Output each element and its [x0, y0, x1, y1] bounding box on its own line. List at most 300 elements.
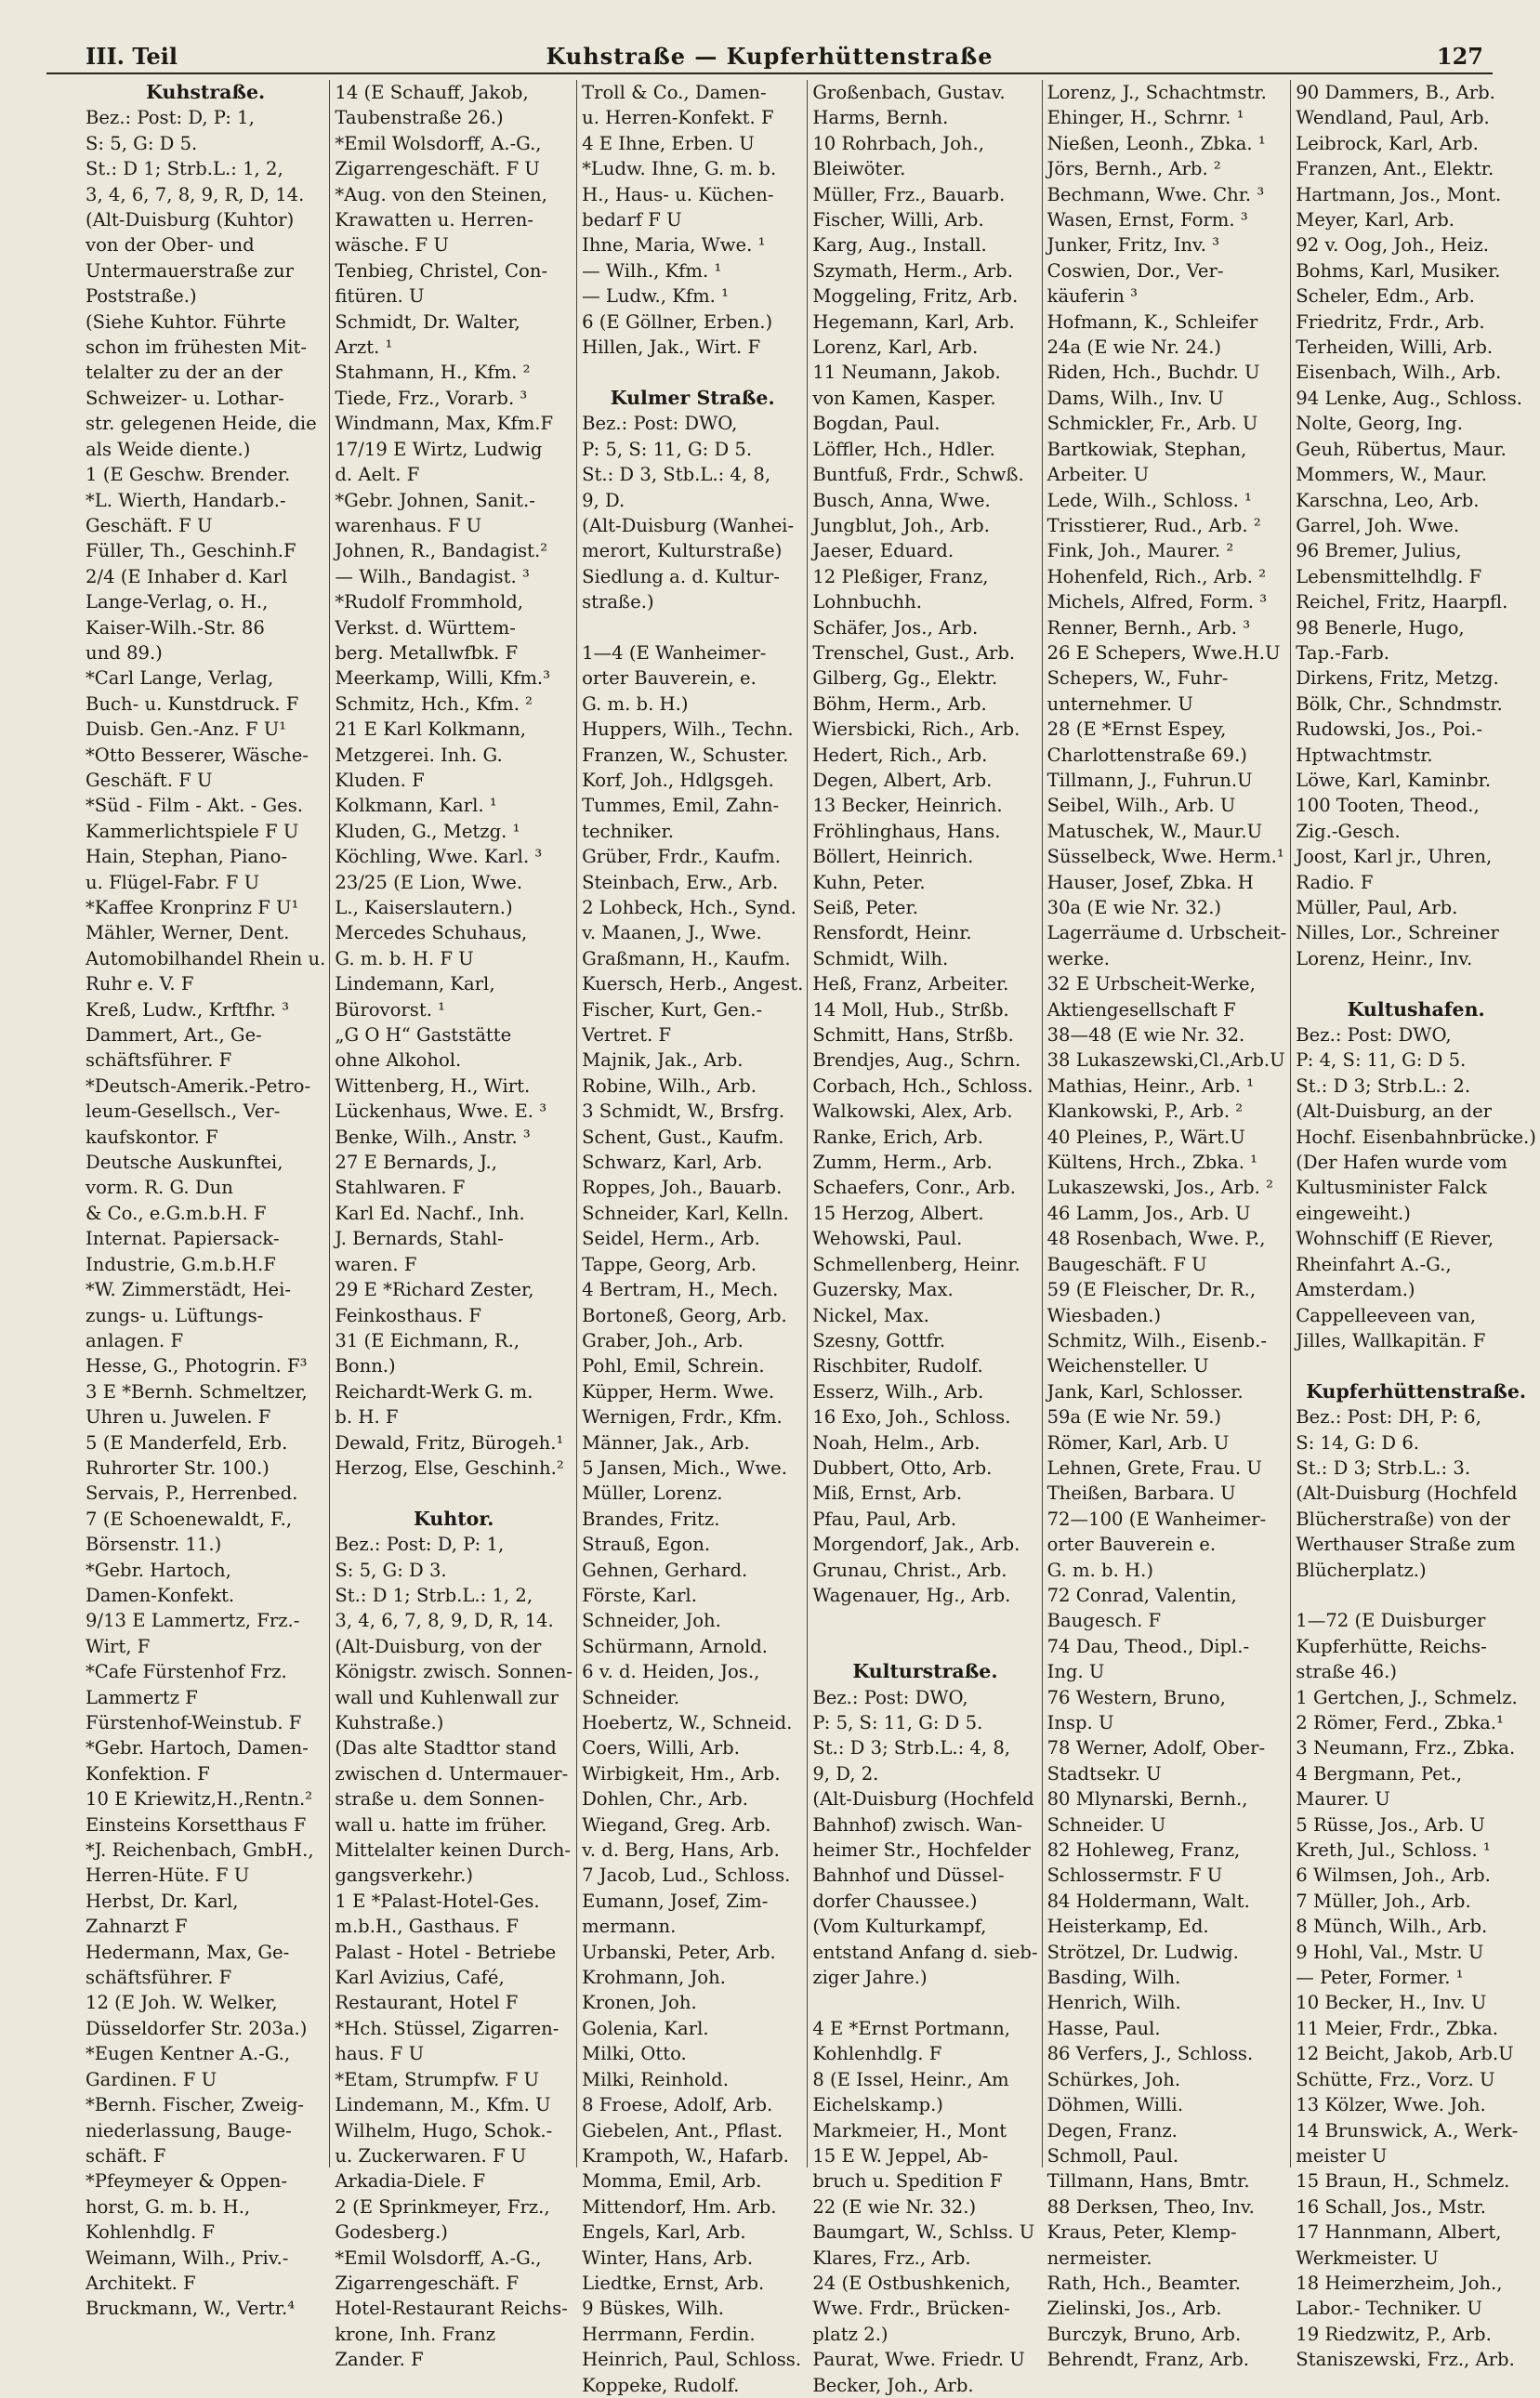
- directory-entry: Gehnen, Gerhard.: [582, 1559, 748, 1581]
- directory-entry: & Co., e.G.m.b.H. F: [86, 1202, 267, 1224]
- column-3: [576, 80, 807, 2396]
- directory-entry: 9 Hohl, Val., Mstr. U: [1296, 1941, 1484, 1963]
- directory-entry: Automobilhandel Rhein u.: [86, 947, 326, 969]
- directory-entry: Schaefers, Conr., Arb.: [812, 1177, 1016, 1199]
- directory-entry: 3 Schmidt, W., Brsfrg.: [582, 1100, 785, 1123]
- directory-entry: *Carl Lange, Verlag,: [86, 667, 274, 690]
- directory-entry: Füller, Th., Geschinh.F: [86, 540, 296, 562]
- directory-entry: krone, Inh. Franz: [335, 2323, 496, 2345]
- directory-entry: Hegemann, Karl, Arb.: [812, 310, 1015, 333]
- directory-entry: St.: D 1; Strb.L.: 1, 2,: [86, 158, 283, 180]
- directory-entry: 96 Bremer, Julius,: [1296, 540, 1462, 562]
- directory-entry: Wehowski, Paul.: [812, 1228, 963, 1250]
- directory-entry: Hochf. Eisenbahnbrücke.): [1296, 1126, 1536, 1148]
- directory-entry: [812, 1990, 1037, 2015]
- directory-entry: Majnik, Jak., Arb.: [582, 1049, 744, 1072]
- directory-entry: Hauser, Josef, Zbka. H: [1046, 871, 1254, 893]
- directory-entry: entstand Anfang d. sieb-: [812, 1941, 1038, 1963]
- directory-entry: 31 (E Eichmann, R.,: [335, 1329, 520, 1351]
- directory-entry: 24a (E wie Nr. 24.): [1046, 336, 1222, 359]
- directory-entry: Löffler, Hch., Hdler.: [812, 438, 995, 460]
- directory-entry: Stadtsekr. U: [1046, 1762, 1162, 1785]
- directory-entry: *Deutsch-Amerik.-Petro-: [86, 1074, 311, 1097]
- directory-entry: Bahnhof und Düssel-: [812, 1864, 1005, 1887]
- directory-entry: Baugesch. F: [1046, 1610, 1162, 1632]
- directory-entry: G. m. b. H.): [1046, 1559, 1153, 1581]
- directory-entry: 10 Becker, H., Inv. U: [1296, 1992, 1487, 2014]
- directory-entry: 8 (E Issel, Heinr., Am: [812, 2068, 1009, 2090]
- directory-entry: *Bernh. Fischer, Zweig-: [86, 2094, 305, 2116]
- directory-entry: Wwe. Frdr., Brücken-: [812, 2298, 1010, 2320]
- directory-entry: Internat. Papiersack-: [86, 1228, 280, 1250]
- directory-entry: S: 5, G: D 5.: [86, 132, 198, 154]
- directory-entry: S: 5, G: D 3.: [335, 1559, 447, 1581]
- directory-entry: Müller, Frz., Bauarb.: [812, 183, 1006, 205]
- directory-entry: 72 Conrad, Valentin,: [1046, 1584, 1237, 1606]
- directory-entry: Hedermann, Max, Ge-: [86, 1941, 290, 1963]
- directory-entry: Fröhlinghaus, Hans.: [812, 820, 1001, 842]
- directory-entry: Karl Ed. Nachf., Inh.: [335, 1202, 525, 1224]
- directory-entry: 90 Dammers, B., Arb.: [1296, 82, 1495, 103]
- directory-entry: Gilberg, Gg., Elektr.: [812, 667, 998, 690]
- directory-entry: Klares, Frz., Arb.: [812, 2246, 971, 2269]
- directory-entry: wall und Kuhlenwall zur: [335, 1686, 559, 1708]
- directory-entry: orter Bauverein e.: [1046, 1534, 1217, 1556]
- directory-entry: dorfer Chaussee.): [812, 1890, 978, 1912]
- directory-entry: m.b.H., Gasthaus. F: [335, 1916, 520, 1938]
- directory-entry: Henrich, Wilh.: [1046, 1992, 1181, 2014]
- directory-entry: Lammertz F: [86, 1686, 198, 1708]
- directory-entry: Graßmann, H., Kaufm.: [582, 947, 791, 969]
- directory-entry: Reichardt-Werk G. m.: [335, 1380, 533, 1403]
- directory-entry: Pohl, Emil, Schrein.: [582, 1355, 765, 1377]
- directory-entry: Becker, Joh., Arb.: [812, 2374, 974, 2396]
- directory-entry: 59a (E wie Nr. 59.): [1046, 1406, 1222, 1429]
- directory-entry: Einsteins Korsetthaus F: [86, 1813, 307, 1836]
- directory-entry: käuferin ³: [1046, 285, 1138, 308]
- directory-entry: Seidel, Herm., Arb.: [582, 1228, 760, 1250]
- directory-entry: Mittelalter keinen Durch-: [335, 1839, 572, 1862]
- directory-entry: Kronen, Joh.: [582, 1992, 697, 2014]
- directory-entry: Schweizer- u. Lothar-: [86, 387, 284, 409]
- directory-entry: Seiß, Peter.: [812, 897, 918, 918]
- directory-entry: Hofmann, K., Schleifer: [1046, 310, 1258, 333]
- directory-entry: heimer Str., Hochfelder: [812, 1839, 1031, 1862]
- directory-entry: Geschäft. F U: [86, 769, 213, 791]
- directory-entry: 14 Brunswick, A., Werk-: [1296, 2119, 1519, 2141]
- directory-entry: Pfau, Paul, Arb.: [812, 1508, 957, 1530]
- directory-entry: Düsseldorfer Str. 203a.): [86, 2017, 308, 2039]
- street-heading: Kulturstraße.: [852, 1660, 998, 1683]
- directory-entry: Herren-Hüte. F U: [86, 1864, 250, 1887]
- directory-entry: Wasen, Ernst, Form. ³: [1046, 209, 1248, 231]
- directory-entry: 9, D.: [582, 489, 625, 511]
- directory-entry: Geschäft. F U: [86, 514, 213, 536]
- directory-entry: Schent, Gust., Kaufm.: [582, 1126, 784, 1148]
- directory-entry: Bohms, Karl, Musiker.: [1296, 259, 1501, 282]
- street-heading: Kupferhüttenstraße.: [1306, 1379, 1526, 1403]
- directory-entry: Eumann, Josef, Zim-: [582, 1890, 769, 1912]
- directory-entry: Rheinfahrt A.-G.,: [1296, 1253, 1452, 1275]
- directory-entry: Wilhelm, Hugo, Schok.-: [335, 2119, 553, 2141]
- directory-entry: Kupferhütte, Reichs-: [1296, 1635, 1487, 1657]
- directory-entry: (Alt-Duisburg (Wanhei-: [582, 514, 795, 536]
- directory-entry: Baumgart, W., Schlss. U: [812, 2221, 1035, 2244]
- directory-entry: 2 Römer, Ferd., Zbka.¹: [1296, 1712, 1504, 1733]
- directory-entry: eingeweiht.): [1296, 1202, 1411, 1224]
- directory-entry: 1—4 (E Wanheimer-: [582, 641, 767, 664]
- directory-entry: Wiersbicki, Rich., Arb.: [812, 718, 1020, 741]
- directory-entry: Taubenstraße 26.): [335, 107, 504, 129]
- directory-entry: zwischen d. Untermauer-: [335, 1762, 569, 1785]
- directory-entry: 86 Verfers, J., Schloss.: [1046, 2043, 1254, 2065]
- directory-entry: Strauß, Egon.: [582, 1534, 711, 1556]
- directory-entry: Wirt, F: [86, 1635, 151, 1657]
- directory-entry: Seibel, Wilh., Arb. U: [1046, 795, 1236, 817]
- directory-entry: 48 Rosenbach, Wwe. P.,: [1046, 1228, 1266, 1250]
- directory-entry: Coers, Willi, Arb.: [582, 1737, 740, 1759]
- directory-entry: Bez.: Post: D, P: 1,: [86, 107, 255, 129]
- directory-entry: Riden, Hch., Buchdr. U: [1046, 362, 1260, 384]
- directory-entry: Miß, Ernst, Arb.: [812, 1482, 963, 1505]
- directory-entry: von der Ober- und: [86, 234, 255, 257]
- directory-entry: (Alt-Duisburg, an der: [1296, 1100, 1493, 1123]
- directory-entry: Buntfuß, Frdr., Schwß.: [812, 464, 1024, 486]
- directory-entry: Wirbigkeit, Hm., Arb.: [582, 1762, 781, 1785]
- directory-entry: Kammerlichtspiele F U: [86, 820, 299, 842]
- directory-entry: zungs- u. Lüftungs-: [86, 1304, 264, 1326]
- directory-entry: Schmickler, Fr., Arb. U: [1046, 413, 1258, 435]
- directory-entry: Bez.: Post: DWO,: [582, 413, 738, 435]
- directory-entry: niederlassung, Bauge-: [86, 2119, 292, 2141]
- directory-entry: 6 v. d. Heiden, Jos.,: [582, 1661, 760, 1683]
- directory-entry: Mähler, Werner, Dent.: [86, 922, 290, 944]
- directory-entry: anlagen. F: [86, 1329, 184, 1351]
- directory-entry: Gardinen. F U: [86, 2068, 217, 2090]
- directory-entry: Bez.: Post: DH, P: 6,: [1296, 1406, 1481, 1429]
- directory-entry: Benke, Wilh., Anstr. ³: [335, 1126, 531, 1148]
- directory-entry: 3, 4, 6, 7, 8, 9, D, R, 14.: [335, 1610, 554, 1632]
- directory-entry: Aktiengesellschaft F: [1046, 998, 1236, 1021]
- directory-entry: 94 Lenke, Aug., Schloss.: [1296, 387, 1523, 409]
- directory-entry: Grunau, Christ., Arb.: [812, 1559, 1007, 1581]
- directory-entry: (Alt-Duisburg (Hochfeld: [1296, 1482, 1518, 1505]
- directory-entry: Jörs, Bernh., Arb. ²: [1046, 158, 1221, 180]
- directory-entry: *J. Reichenbach, GmbH.,: [86, 1839, 314, 1862]
- directory-entry: Löwe, Karl, Kaminbr.: [1296, 769, 1492, 791]
- directory-entry: Momma, Emil, Arb.: [582, 2170, 762, 2193]
- directory-entry: 100 Tooten, Theod.,: [1296, 795, 1480, 817]
- directory-entry: Stahlwaren. F: [335, 1177, 466, 1199]
- directory-entry: Dirkens, Fritz, Metzg.: [1296, 667, 1499, 690]
- directory-entry: 1 Gertchen, J., Schmelz.: [1296, 1686, 1518, 1708]
- directory-entry: Karl Avizius, Café,: [335, 1967, 505, 1989]
- directory-entry: 19 Riedzwitz, P., Arb.: [1296, 2323, 1492, 2345]
- directory-entry: Milki, Otto.: [582, 2043, 687, 2065]
- directory-entry: 3 Neumann, Frz., Zbka.: [1296, 1737, 1516, 1759]
- directory-entry: (Alt-Duisburg (Hochfeld: [812, 1788, 1034, 1811]
- directory-entry: Kolkmann, Karl. ¹: [335, 795, 497, 817]
- directory-entry: [582, 360, 803, 385]
- directory-entry: ohne Alkohol.: [335, 1049, 462, 1072]
- directory-entry: Bleiwöter.: [812, 158, 906, 180]
- directory-entry: wäsche. F U: [335, 234, 449, 257]
- directory-entry: Wagenauer, Hg., Arb.: [812, 1584, 1011, 1606]
- directory-entry: gangsverkehr.): [335, 1864, 474, 1887]
- directory-entry: 16 Schall, Jos., Mstr.: [1296, 2195, 1486, 2218]
- street-heading: Kultushafen.: [1347, 997, 1485, 1021]
- directory-entry: Junker, Fritz, Inv. ³: [1046, 234, 1220, 257]
- directory-entry: 9 Büskes, Wilh.: [582, 2298, 725, 2320]
- directory-entry: Bölk, Chr., Schndmstr.: [1296, 692, 1503, 715]
- directory-entry: 10 E Kriewitz,H.,Rentn.²: [86, 1788, 313, 1811]
- directory-entry: 98 Benerle, Hugo,: [1296, 616, 1465, 639]
- directory-entry: straße.): [582, 591, 654, 613]
- directory-entry: Schneider, Karl, Kelln.: [582, 1202, 789, 1224]
- directory-entry: Heisterkamp, Ed.: [1046, 1916, 1209, 1938]
- directory-entry: [335, 1481, 573, 1506]
- directory-entry: Tummes, Emil, Zahn-: [582, 795, 780, 817]
- directory-entry: Ranke, Erich, Arb.: [812, 1126, 984, 1148]
- directory-entry: Bortoneß, Georg, Arb.: [582, 1304, 787, 1326]
- directory-entry: Jank, Karl, Schlosser.: [1046, 1380, 1244, 1403]
- directory-entry: Markmeier, H., Mont: [812, 2119, 1007, 2141]
- directory-entry: Milki, Reinhold.: [582, 2068, 729, 2090]
- column-6: [1290, 80, 1540, 2371]
- directory-entry: 74 Dau, Theod., Dipl.-: [1046, 1635, 1250, 1657]
- directory-entry: Labor.- Techniker. U: [1296, 2298, 1482, 2320]
- directory-entry: Dohlen, Chr., Arb.: [582, 1788, 748, 1811]
- directory-entry: Roppes, Joh., Bauarb.: [582, 1177, 783, 1199]
- column-5: [1042, 80, 1291, 2371]
- directory-entry: 15 Herzog, Albert.: [812, 1202, 984, 1224]
- directory-entry: Schlossermstr. F U: [1046, 1864, 1223, 1887]
- directory-entry: Lohnbuchh.: [812, 591, 922, 613]
- directory-entry: Bez.: Post: D, P: 1,: [335, 1534, 505, 1556]
- directory-entry: Männer, Jak., Arb.: [582, 1431, 750, 1454]
- directory-entry: 18 Heimerzheim, Joh.,: [1296, 2272, 1503, 2294]
- directory-entry: Servais, P., Herrenbed.: [86, 1482, 298, 1505]
- directory-entry: Mercedes Schuhaus,: [335, 922, 528, 944]
- directory-entry: Kreß, Ludw., Krftfhr. ³: [86, 998, 289, 1021]
- directory-entry: Weimann, Wilh., Priv.-: [86, 2246, 289, 2269]
- directory-entry: unternehmer. U: [1046, 692, 1193, 715]
- directory-entry: Palast - Hotel - Betriebe: [335, 1941, 557, 1963]
- directory-entry: Degen, Albert, Arb.: [812, 769, 993, 791]
- directory-entry: (Der Hafen wurde vom: [1296, 1152, 1507, 1174]
- directory-entry: (Alt-Duisburg, von der: [335, 1635, 542, 1657]
- street-heading: Kuhstraße.: [146, 81, 266, 103]
- directory-entry: [1296, 1583, 1536, 1608]
- directory-entry: Krawatten u. Herren-: [335, 209, 534, 231]
- directory-entry: [812, 1634, 1037, 1659]
- directory-entry: *Rudolf Frommhold,: [335, 591, 524, 613]
- directory-entry: Damen-Konfekt.: [86, 1584, 235, 1606]
- directory-entry: 21 E Karl Kolkmann,: [335, 718, 527, 741]
- directory-entry: Feinkosthaus. F: [335, 1304, 482, 1326]
- directory-entry: Lindemann, Karl,: [335, 973, 495, 995]
- directory-entry: meister U: [1296, 2144, 1388, 2167]
- directory-entry: Döhmen, Willi.: [1046, 2094, 1184, 2116]
- directory-entry: Heß, Franz, Arbeiter.: [812, 973, 1009, 995]
- directory-entry: platz 2.): [812, 2323, 888, 2345]
- directory-entry: straße 46.): [1296, 1661, 1397, 1683]
- directory-entry: Schwarz, Karl, Arb.: [582, 1152, 763, 1174]
- directory-entry: haus. F U: [335, 2043, 425, 2065]
- directory-entry: *Gebr. Hartoch,: [86, 1559, 231, 1581]
- directory-entry: Rischbiter, Rudolf.: [812, 1355, 983, 1377]
- directory-entry: Hillen, Jak., Wirt. F: [582, 336, 761, 359]
- directory-entry: Lorenz, Karl, Arb.: [812, 336, 979, 359]
- directory-entry: Johnen, R., Bandagist.²: [335, 540, 548, 562]
- directory-entry: 6 Wilmsen, Joh., Arb.: [1296, 1864, 1491, 1887]
- directory-entry: Mittendorf, Hm. Arb.: [582, 2195, 777, 2218]
- directory-entry: Cappelleeveen van,: [1296, 1304, 1477, 1326]
- directory-entry: 46 Lamm, Jos., Arb. U: [1046, 1202, 1251, 1224]
- directory-entry: 24 (E Ostbushkenich,: [812, 2272, 1011, 2294]
- directory-entry: Schäfer, Jos., Arb.: [812, 616, 979, 639]
- directory-entry: wall u. hatte im früher.: [335, 1813, 547, 1836]
- directory-entry: Industrie, G.m.b.H.F: [86, 1253, 276, 1275]
- directory-entry: Böllert, Heinrich.: [812, 846, 974, 868]
- directory-entry: Hedert, Rich., Arb.: [812, 744, 988, 766]
- directory-entry: Tillmann, J., Fuhrun.U: [1046, 769, 1253, 791]
- directory-entry: berg. Metallwfbk. F: [335, 641, 519, 664]
- directory-entry: Duisb. Gen.-Anz. F U¹: [86, 718, 287, 741]
- directory-entry: 5 Rüsse, Jos., Arb. U: [1296, 1813, 1485, 1836]
- directory-entry: Kluden, G., Metzg. ¹: [335, 820, 520, 842]
- directory-entry: Schmidt, Wilh.: [812, 947, 949, 969]
- directory-entry: Schneider.: [582, 1686, 680, 1708]
- directory-entry: Nolte, Georg, Ing.: [1296, 413, 1463, 435]
- directory-entry: Scheler, Edm., Arb.: [1296, 285, 1475, 308]
- directory-entry: Schmitt, Hans, Strßb.: [812, 1024, 1014, 1047]
- directory-entry: bedarf F U: [582, 209, 682, 231]
- directory-entry: Wohnschiff (E Riever,: [1296, 1228, 1494, 1250]
- directory-entry: Dammert, Art., Ge-: [86, 1024, 262, 1047]
- directory-entry: 76 Western, Bruno,: [1046, 1686, 1226, 1708]
- directory-entry: 5 (E Manderfeld, Erb.: [86, 1431, 288, 1454]
- directory-entry: Mommers, W., Maur.: [1296, 464, 1487, 486]
- directory-entry: 17 Hannmann, Albert,: [1296, 2221, 1502, 2244]
- directory-entry: Ing. U: [1046, 1661, 1105, 1683]
- directory-entry: v. d. Berg, Hans, Arb.: [582, 1839, 780, 1862]
- directory-entry: 27 E Bernards, J.,: [335, 1152, 497, 1174]
- directory-entry: Hesse, G., Photogrin. F³: [86, 1355, 308, 1377]
- directory-entry: Kültens, Hrch., Zbka. ¹: [1046, 1152, 1258, 1174]
- directory-entry: Rath, Hch., Beamter.: [1046, 2272, 1241, 2294]
- directory-entry: Matuschek, W., Maur.U: [1046, 820, 1263, 842]
- directory-entry: Lagerräume d. Urbscheit-: [1046, 922, 1287, 944]
- directory-entry: Hartmann, Jos., Mont.: [1296, 183, 1502, 205]
- directory-entry: Rudowski, Jos., Poi.-: [1296, 718, 1483, 741]
- directory-entry: Stahmann, H., Kfm. ²: [335, 362, 531, 384]
- street-heading: Kulmer Straße.: [610, 386, 775, 409]
- directory-entry: 9/13 E Lammertz, Frz.-: [86, 1610, 300, 1632]
- directory-entry: Schütte, Frz., Vorz. U: [1296, 2068, 1495, 2090]
- directory-entry: Tenbieg, Christel, Con-: [335, 259, 548, 282]
- directory-entry: Vertret. F: [582, 1024, 672, 1047]
- directory-entry: Huppers, Wilh., Techn.: [582, 718, 794, 741]
- directory-entry: Maurer. U: [1296, 1788, 1390, 1811]
- directory-entry: b. H. F: [335, 1406, 399, 1429]
- directory-entry: orter Bauverein, e.: [582, 667, 757, 690]
- directory-entry: Staniszewski, Frz., Arb.: [1296, 2349, 1515, 2371]
- directory-entry: Tap.-Farb.: [1296, 641, 1389, 664]
- directory-entry: mermann.: [582, 1916, 677, 1938]
- directory-entry: Wendland, Paul, Arb.: [1296, 107, 1490, 129]
- directory-entry: 2 Lohbeck, Hch., Synd.: [582, 897, 796, 918]
- directory-entry: Herbst, Dr. Karl,: [86, 1890, 239, 1912]
- directory-entry: L., Kaiserslautern.): [335, 897, 513, 918]
- directory-entry: Lebensmittelhdlg. F: [1296, 565, 1482, 587]
- directory-entry: G. m. b. H. F U: [335, 947, 474, 969]
- directory-entry: J. Bernards, Stahl-: [335, 1228, 504, 1250]
- directory-entry: — Ludw., Kfm. ¹: [582, 285, 729, 308]
- directory-entry: Zumm, Herm., Arb.: [812, 1152, 993, 1174]
- directory-entry: von Kamen, Kasper.: [812, 387, 996, 409]
- directory-entry: *Eugen Kentner A.-G.,: [86, 2043, 291, 2065]
- directory-entry: Lorenz, Heinr., Inv.: [1296, 947, 1473, 969]
- directory-entry: Ruhrorter Str. 100.): [86, 1456, 270, 1479]
- directory-entry: schäft. F: [86, 2144, 166, 2167]
- directory-entry: Szesny, Gottfr.: [812, 1329, 946, 1351]
- directory-entry: 92 v. Oog, Joh., Heiz.: [1296, 234, 1489, 257]
- directory-entry: *Aug. von den Steinen,: [335, 183, 547, 205]
- directory-entry: vorm. R. G. Dun: [86, 1177, 233, 1199]
- directory-entry: Hain, Stephan, Piano-: [86, 846, 288, 868]
- directory-entry: P: 4, S: 11, G: D 5.: [1296, 1049, 1467, 1072]
- directory-entry: als Weide diente.): [86, 438, 251, 460]
- directory-entry: Fürstenhof-Weinstub. F: [86, 1712, 302, 1733]
- directory-entry: Nilles, Lor., Schreiner: [1296, 922, 1499, 944]
- directory-entry: Insp. U: [1046, 1712, 1114, 1733]
- directory-entry: 59 (E Fleischer, Dr. R.,: [1046, 1279, 1257, 1301]
- directory-entry: Karschna, Leo, Arb.: [1296, 489, 1480, 511]
- directory-entry: Poststraße.): [86, 285, 197, 308]
- directory-entry: Zigarrengeschäft. F: [335, 2272, 520, 2294]
- directory-entry: Esserz, Wilh., Arb.: [812, 1380, 984, 1403]
- directory-entry: nermeister.: [1046, 2246, 1152, 2269]
- directory-entry: Reichel, Fritz, Haarpfl.: [1296, 591, 1508, 613]
- directory-entry: Großenbach, Gustav.: [812, 82, 1006, 103]
- directory-entry: (Das alte Stadttor stand: [335, 1737, 557, 1759]
- running-title: Kuhstraße — Kupferhüttenstraße: [546, 43, 994, 70]
- directory-entry: 4 Bergmann, Pet.,: [1296, 1762, 1463, 1785]
- directory-entry: Deutsche Auskunftei,: [86, 1152, 283, 1174]
- directory-entry: Szymath, Herm., Arb.: [812, 259, 1013, 282]
- directory-entry: 8 Froese, Adolf, Arb.: [582, 2094, 773, 2116]
- directory-entry: werke.: [1046, 947, 1111, 969]
- directory-entry: Brendjes, Aug., Schrn.: [812, 1049, 1021, 1072]
- directory-entry: 82 Hohleweg, Franz,: [1046, 1839, 1241, 1862]
- directory-entry: Steinbach, Erw., Arb.: [582, 871, 779, 893]
- directory-entry: St.: D 3; Strb.L.: 4, 8,: [812, 1737, 1011, 1759]
- directory-entry: Tillmann, Hans, Bmtr.: [1046, 2170, 1250, 2193]
- directory-entry: *L. Wierth, Handarb.-: [86, 489, 286, 511]
- directory-entry: Moggeling, Fritz, Arb.: [812, 285, 1019, 308]
- directory-entry: Schmellenberg, Heinr.: [812, 1253, 1020, 1275]
- directory-entry: straße u. dem Sonnen-: [335, 1788, 545, 1811]
- directory-entry: St.: D 3; Strb.L.: 2.: [1296, 1074, 1471, 1097]
- directory-entry: Zigarrengeschäft. F U: [335, 158, 540, 180]
- directory-entry: P: 5, S: 11, G: D 5.: [812, 1712, 983, 1733]
- directory-entry: 13 Becker, Heinrich.: [812, 795, 1003, 817]
- directory-entry: Kreth, Jul., Schloss. ¹: [1296, 1839, 1491, 1862]
- directory-entry: *Emil Wolsdorff, A.-G.,: [335, 2246, 542, 2269]
- directory-entry: warenhaus. F U: [335, 514, 482, 536]
- directory-entry: 10 Rohrbach, Joh.,: [812, 132, 985, 154]
